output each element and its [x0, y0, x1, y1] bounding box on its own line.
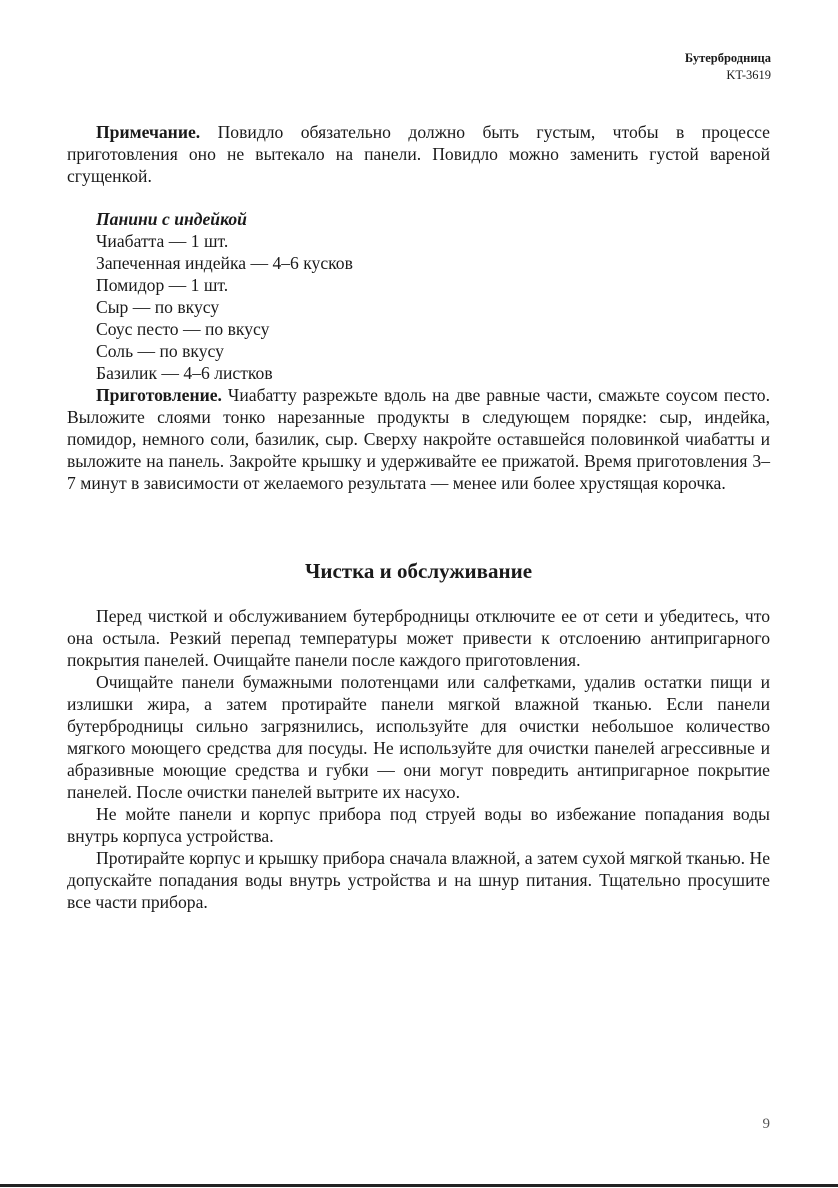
- ingredient-item: Соль — по вкусу: [96, 341, 224, 361]
- ingredient-list: [67, 230, 770, 384]
- body-paragraph: Очищайте панели бумажными полотенцами или салфетками, удалив остатки пищи и излишки жира, а затем протирайте панели мягкой влажной тканью. Если панели бутербродницы сильно загрязнились, используйте для очистки небольшое количество мягкого моющего средства для посуды. Не используйте для очистки панелей агрессивные и абразивные моющие средства и губки — они могут повредить антипригарное покрытие панелей. После очистки панелей вытрите их насухо.: [67, 672, 770, 802]
- note-text: Повидло обязательно должно быть густым, чтобы в процессе приготовления оно не вытекало на панели. Повидло можно заменить густой вареной сгущенкой.: [67, 122, 770, 186]
- recipe-title: Панини с индейкой: [96, 209, 247, 229]
- ingredient-item: Запеченная индейка — 4–6 кусков: [96, 253, 353, 273]
- page-header: [685, 50, 771, 84]
- ingredient-item: Сыр — по вкусу: [96, 297, 220, 317]
- page-content: [67, 121, 770, 913]
- preparation-label: Приготовление.: [96, 385, 222, 405]
- page-number: 9: [762, 1116, 770, 1132]
- note-paragraph: [67, 121, 770, 187]
- body-paragraph: Перед чисткой и обслуживанием бутербродницы отключите ее от сети и убедитесь, что она остыла. Резкий перепад температуры может привести к отслоению антипригарного покрытия панелей. Очищайте панели после каждого приготовления.: [67, 606, 770, 670]
- preparation-paragraph: [67, 384, 770, 494]
- ingredient-item: Соус песто — по вкусу: [96, 319, 270, 339]
- bottom-border: [0, 1184, 838, 1187]
- ingredient-item: Помидор — 1 шт.: [96, 275, 229, 295]
- note-label: Примечание.: [96, 122, 201, 142]
- ingredient-item: Чиабатта — 1 шт.: [96, 231, 229, 251]
- body-paragraph: Не мойте панели и корпус прибора под струей воды во избежание попадания воды внутрь корпуса устройства.: [67, 804, 770, 846]
- section-title: Чистка и обслуживание: [304, 559, 533, 583]
- body-paragraph: Протирайте корпус и крышку прибора сначала влажной, а затем сухой мягкой тканью. Не допускайте попадания воды внутрь устройства и на шнур питания. Тщательно просушите все части прибора.: [67, 848, 770, 912]
- ingredient-item: Базилик — 4–6 листков: [96, 363, 273, 383]
- product-name: Бутербродница: [684, 51, 771, 65]
- model-number: KT-3619: [726, 68, 771, 82]
- preparation-text: Чиабатту разрежьте вдоль на две равные части, смажьте соусом песто. Выложите слоями тонко нарезанные продукты в следующем порядке: сыр, индейка, помидор, немного соли, базилик, сыр. Сверху накройте оставшейся половинкой чиабатты и выложите на панель. Закройте крышку и удерживайте ее прижатой. Время приготовления 3–7 минут в зависимости от желаемого результата — менее или более хрустящая корочка.: [67, 385, 770, 493]
